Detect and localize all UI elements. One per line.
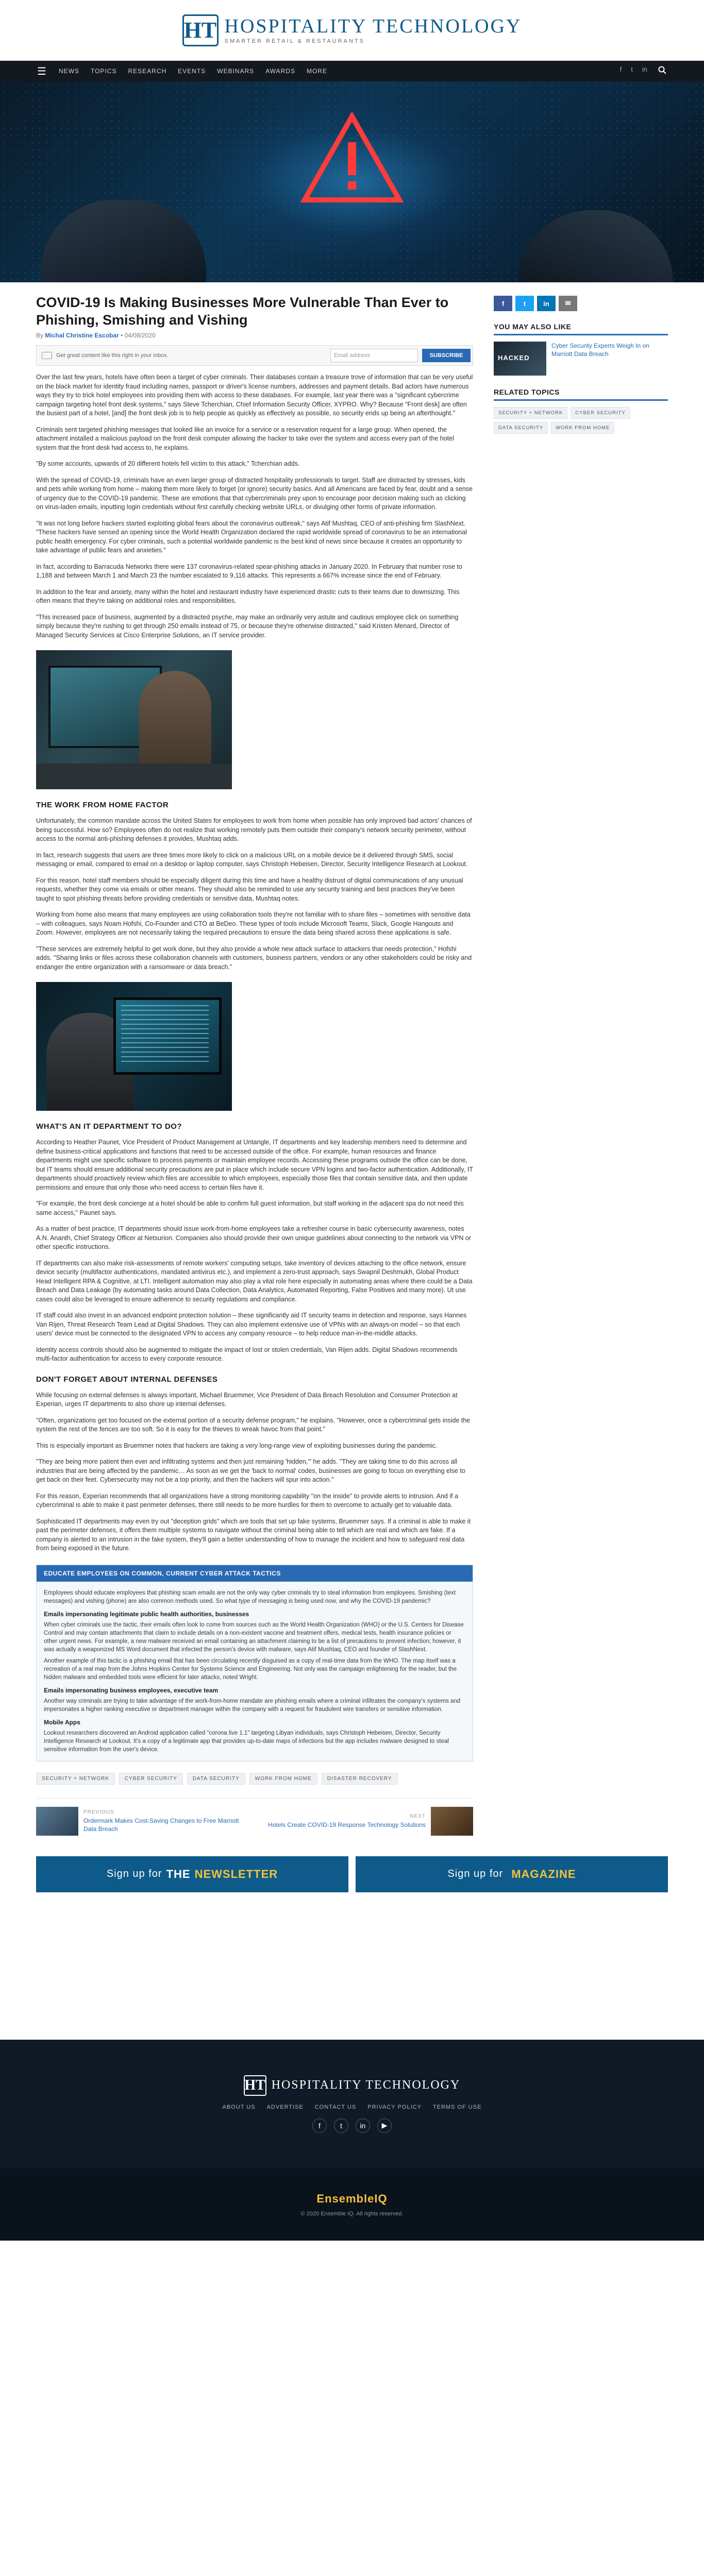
footer-links bbox=[223, 2104, 482, 2110]
section-heading-it: WHAT'S AN IT DEPARTMENT TO DO? bbox=[36, 1122, 182, 1131]
paragraph: In fact, research suggests that users are three times more likely to click on a malicious URL on a mobile device be it delivered through SMS, social messaging or email, compared to email on a desktop or laptop computer, says Christoph Hebeisen, Director, Security Intelligence Research at Lookout. bbox=[36, 851, 468, 868]
article bbox=[36, 294, 473, 1836]
bottom-bar bbox=[0, 2168, 704, 2241]
paragraph: "They are being more patient then ever and infiltrating systems and then just remaining 'hidden,'" he adds. "They are taking time to do this across all industries that are being affected by the pandemic… As soon as we get the 'back to normal' codes, businesses are going to focus on everything else to get back on their feet. Cybersecurity may not be a top priority, and then the hackers will spur into action." bbox=[36, 1458, 465, 1483]
next-article-thumbnail bbox=[431, 1807, 473, 1836]
previous-title: Ordermark Makes Cost-Saving Changes to Free Marriott Data Breach bbox=[83, 1817, 239, 1833]
byline-prefix: By bbox=[36, 332, 44, 339]
newsletter-inline bbox=[36, 345, 473, 366]
nav-item-events[interactable]: EVENTS bbox=[178, 67, 206, 75]
tag-link[interactable]: WORK FROM HOME bbox=[249, 1773, 317, 1785]
footer-twitter-icon[interactable]: t bbox=[334, 2119, 348, 2133]
nav-item-news[interactable]: NEWS bbox=[59, 67, 79, 75]
signup-cards bbox=[36, 1856, 668, 1892]
ensemble-accent: IQ bbox=[374, 2192, 388, 2205]
next-article-link[interactable] bbox=[267, 1807, 473, 1836]
warning-triangle-icon bbox=[300, 112, 404, 208]
photo-code-lines bbox=[121, 1005, 209, 1062]
callout-subheading: Emails impersonating business employees, executive team bbox=[44, 1686, 219, 1694]
paragraph: For this reason, hotel staff members should be especially diligent during this time and have a healthy distrust of digital communications of any unusual requests, whether they come via emails or other means. They should also be reminded to use any security training and best practices they've been taught to spot phishing threats before providing credentials or sensitive data, Mushtaq notes. bbox=[36, 876, 463, 902]
ensemble-main: Ensemble bbox=[316, 2192, 375, 2205]
logo-tagline: SMARTER RETAIL & RESTAURANTS bbox=[224, 38, 365, 44]
copyright: © 2020 Ensemble IQ. All rights reserved. bbox=[300, 2210, 404, 2217]
tag-link[interactable]: SECURITY + NETWORK bbox=[36, 1773, 115, 1785]
previous-article-thumbnail bbox=[36, 1807, 78, 1836]
footer-logo-name: HOSPITALITY TECHNOLOGY bbox=[271, 2078, 461, 2092]
envelope-icon bbox=[42, 352, 52, 359]
paragraph: "These services are extremely helpful to get work done, but they also provide a whole new attack surface to attackers that needs protection," Hofshi adds. "Sharing links or files across these collaboration channels with customers, business partners, vendors or any other stakeholders could be risky and endanger the entire organization with a ransomware or data breach." bbox=[36, 945, 472, 971]
signup-pre: Sign up for bbox=[447, 1868, 504, 1879]
section-heading-home: THE WORK FROM HOME FACTOR bbox=[36, 801, 169, 809]
callout-text: Lookout researchers discovered an Android application called "corona live 1.1" targeting Libyan individuals, says Christoph Hebeisen, Director, Security Intelligence Research at Lookout. It's a copy of a legitimate app that provides up-to-date maps of infections but the app includes malware designed to steal sensitive information from the user's device. bbox=[44, 1730, 449, 1753]
callout-box bbox=[36, 1565, 473, 1761]
paragraph: This is especially important as Bruemmer notes that hackers are taking a very long-range view of exploiting businesses during the pandemic. bbox=[36, 1442, 438, 1449]
nav-left bbox=[36, 65, 327, 78]
site-logo[interactable] bbox=[182, 14, 522, 46]
logo-name: HOSPITALITY TECHNOLOGY bbox=[224, 15, 522, 37]
facebook-icon[interactable]: f bbox=[619, 65, 622, 73]
topics-heading: RELATED TOPICS bbox=[494, 388, 668, 401]
topic-link[interactable]: WORK FROM HOME bbox=[551, 422, 614, 434]
footer-link-terms[interactable]: TERMS OF USE bbox=[432, 2104, 482, 2110]
callout-text: Another example of this tactic is a phishing email that has been circulating recently disguised as a copy of real-time data from the WHO. The map itself was a recreation of a real map from the Johns Hopkins Center for Systems Science and Engineering. Not only was the campaign enlightening for the reader, but the hidden malware and embedded tools were efficient for later attacks, noted Wright. bbox=[44, 1657, 457, 1681]
it-department-photo bbox=[36, 982, 232, 1111]
newsletter-inline-text: Get great content like this right in your inbox. bbox=[56, 352, 169, 359]
newsletter-signup-card[interactable] bbox=[36, 1856, 348, 1892]
signup-magazine: MAGAZINE bbox=[511, 1867, 576, 1880]
paragraph: In addition to the fear and anxiety, many within the hotel and restaurant industry have experienced drastic cuts to their teams due to downsizing. This often means that they're taking on additional roles and responsibilities. bbox=[36, 588, 460, 604]
topic-link[interactable]: SECURITY + NETWORK bbox=[494, 407, 567, 419]
paragraph: Identity access controls should also be augmented to mitigate the impact of lost or stolen credentials, Van Rijen adds. Digital Shadows recommends multi-factor authentication for access to every corporate resource. bbox=[36, 1346, 458, 1362]
topic-link[interactable]: CYBER SECURITY bbox=[571, 407, 630, 419]
next-label: NEXT bbox=[410, 1813, 426, 1819]
tag-link[interactable]: CYBER SECURITY bbox=[119, 1773, 183, 1785]
nav-item-webinars[interactable]: WEBINARS bbox=[217, 67, 255, 75]
next-article-text bbox=[268, 1814, 426, 1829]
byline-separator: • bbox=[121, 332, 125, 339]
paragraph: Criminals sent targeted phishing messages that looked like an invoice for a service or a reservation request for a large group. When opened, the attachment installed a malicious payload on the front desk computer allowing the hacker to take over the system and access every part of the hotel system that the front desk had access to, he explains. bbox=[36, 426, 454, 451]
footer-social bbox=[312, 2119, 392, 2133]
next-title: Hotels Create COVID-19 Response Technology Solutions bbox=[268, 1821, 426, 1828]
paragraph: As a matter of best practice, IT departments should issue work-from-home employees take a refresher course in basic cybersecurity awareness, notes A.N. Ananth, Chief Strategy Officer at Netsurion. Companies also should provide their own unique guidelines about connecting to the network via VPN or other specific instructions. bbox=[36, 1225, 472, 1250]
newsletter-email-input[interactable]: Email address bbox=[330, 349, 418, 362]
signup-brand-main: THE bbox=[166, 1867, 191, 1880]
footer-link-privacy[interactable]: PRIVACY POLICY bbox=[367, 2104, 422, 2110]
footer-linkedin-icon[interactable]: in bbox=[356, 2119, 370, 2133]
footer-facebook-icon[interactable]: f bbox=[312, 2119, 327, 2133]
footer-link-contact[interactable]: CONTACT US bbox=[314, 2104, 357, 2110]
paragraph: According to Heather Paunet, Vice President of Product Management at Untangle, IT departments and key leadership members need to determine and define business-critical applications and functions that need to be accessed outside of the office. For example, human resources and finance departments might use specific software to process payments or maintain employee records. Accessing these programs outside the office can be done, but IT teams should ensure additional security precautions are put in place which include secure VPN logins and two-factor authentication. Additionally, IT departments should proactively review which files are accessible to which employees, especially those files that contain sensitive data, and then update permissions and ensure that only those who need access to certain files have it. bbox=[36, 1139, 473, 1191]
menu-icon[interactable]: ☰ bbox=[37, 65, 46, 77]
paragraph: "Often, organizations get too focused on the external portion of a security defense program," he explains. "However, once a cybercriminal gets inside the system the rest of the fences are too soft. So it is easy for the thieves to wreak havoc from that point." bbox=[36, 1416, 471, 1433]
callout-text: When cyber criminals use the tactic, their emails often look to come from sources such as the World Health Organization (WHO) or the U.S. Centers for Disease Control and may contain attachments that claim to include details on a non-existent vaccine and treatment offers, medical tests, health insurance policies or other urgent news. For example, a new malware received an email containing an attachment claiming to be a list of precautions to prevent infection; however, it was actually a weaponized MS Word document that infected the person's device with malware, says Atif Mushtaq, CEO and founder of SlashNext. bbox=[44, 1621, 464, 1653]
nav-item-awards[interactable]: AWARDS bbox=[265, 67, 295, 75]
share-buttons bbox=[494, 296, 668, 311]
paragraph: With the spread of COVID-19, criminals have an even larger group of distracted hospitality professionals to target. Staff are distracted by stresses, kids and pets while working from home – making them more likely to forget (or ignore) security basics. And all Americans are faced by fear, doubt and a sense of urgency due to the COVID-19 pandemic. These are emotions that that cybercriminals prey upon to encourage poor decision making such as clicking on virus-laden emails, inputting login credentials without first carefully checking website URLs, or divulging other forms of private information. bbox=[36, 476, 473, 511]
paragraph: While focusing on external defenses is always important, Michael Bruemmer, Vice President of Data Breach Resolution and Consumer Protection at Experian, urges IT departments to also shore up internal defenses. bbox=[36, 1391, 458, 1408]
share-twitter-icon[interactable]: t bbox=[515, 296, 534, 311]
ensemble-logo[interactable] bbox=[316, 2192, 387, 2206]
callout-subheading: Mobile Apps bbox=[44, 1718, 80, 1726]
photo-desk bbox=[36, 764, 232, 789]
byline bbox=[36, 332, 473, 339]
callout-body bbox=[37, 1582, 473, 1761]
nav-item-topics[interactable]: TOPICS bbox=[91, 67, 117, 75]
nav-item-research[interactable]: RESEARCH bbox=[128, 67, 167, 75]
sidebar bbox=[494, 294, 668, 1836]
footer-link-advertise[interactable]: ADVERTISE bbox=[266, 2104, 304, 2110]
related-article[interactable] bbox=[494, 342, 668, 376]
share-email-icon[interactable]: ✉ bbox=[559, 296, 577, 311]
related-thumbnail-text: HACKED bbox=[498, 354, 530, 362]
callout-subheading: Emails impersonating legitimate public health authorities, businesses bbox=[44, 1610, 249, 1618]
previous-article-text bbox=[83, 1809, 242, 1833]
callout-text: Employees should educate employees that phishing scam emails are not the only way cyber criminals try to steal information from employees. Smishing (text messages) and vishing (phone) are also common methods used. So what type of messaging is being used now, and why the COVID-19 pandemic? bbox=[44, 1589, 456, 1604]
topic-link[interactable]: DATA SECURITY bbox=[494, 422, 548, 434]
nav-right bbox=[620, 65, 668, 77]
paragraph: In fact, according to Barracuda Networks there were 137 coronavirus-related spear-phishing attacks in January 2020. In February that number rose to 1,188 and between March 1 and March 23 the number escalated to 9,116 attacks. This represents a 667% increase since the end of February. bbox=[36, 563, 462, 579]
paragraph: Over the last few years, hotels have often been a target of cyber criminals. Their databases contain a treasure trove of information that can be very useful on the black market for identity fraud including names, passport or driver's license numbers, addresses and payment details. Bad actors have numerous ways they try to trick hotel employees into providing them with access to these databases. For example, last year there was a "significant cybercrime campaign targeting hotel front desk systems," says Steve Tcherchian, Chief Information Security Officer, XYPRO. Why? Because "Front desk] are often the busiest part of a hotel, [and] the front desk job is to help people as quickly as effectively as possible, so security ends up being an afterthought." bbox=[36, 374, 473, 417]
paragraph: IT departments can also make risk-assessments of remote workers' computing setups, take inventory of devices attaching to the office network, ensure device security (multifactor authentications, mandated antivirus etc.), and implement a zero-trust approach, says Swapnil Deshmukh, Global Product Head Intelligent RPA & Cognitive, at LTI. Intelligent automation may also play a vital role here especially in automating areas where there could be a Data Breach and Data Leakage (by automating tasks around Data Collection, Data Analytics, Automated Reporting, False Positives and many more). Ut use cases could also be leveraged to ensure adherence to security regulations and compliance. bbox=[36, 1259, 473, 1303]
paragraph: "This increased pace of business, augmented by a distracted psyche, may make an ordinarily very astute and cautious employee click on something simply because they're rushing to get through 250 emails instead of 75, or because they're otherwise distracted," said Kristen Menard, Director of Managed Security Services at Cisco Enterprise Solutions, an IT service provider. bbox=[36, 613, 459, 639]
paragraph: "By some accounts, upwards of 20 different hotels fell victim to this attack," Tcherchian adds. bbox=[36, 460, 300, 467]
paragraph: Working from home also means that many employees are using collaboration tools they're not familiar with to share files – sometimes with sensitive data – with colleagues, says Noam Hofshi, Co-Founder and CTO at BeDeo. These types of tools include Microsoft Teams, Slack, Google Hangouts and Zoom. However, employees are not necessarily taking the required precautions to ensure the data being shared across these applications is safe. bbox=[36, 911, 471, 936]
search-icon[interactable] bbox=[657, 65, 668, 77]
callout-heading: EDUCATE EMPLOYEES ON COMMON, CURRENT CYBER ATTACK TACTICS bbox=[37, 1565, 473, 1582]
hero-image bbox=[0, 81, 704, 282]
article-tags bbox=[36, 1773, 473, 1785]
article-body bbox=[36, 373, 473, 1553]
article-title: COVID-19 Is Making Businesses More Vulnerable Than Ever to Phishing, Smishing and Vishing bbox=[36, 295, 449, 328]
topic-list bbox=[494, 407, 668, 434]
logo-words bbox=[225, 16, 522, 44]
share-facebook-icon[interactable]: f bbox=[494, 296, 512, 311]
paragraph: For this reason, Experian recommends that all organizations have a strong monitoring capability "on the inside" to provide alerts to intrusion. And if a cybercriminal is able to make it past perimeter defenses, there still needs to be more hurdles for them to overcome to actually get to valuable data. bbox=[36, 1492, 459, 1509]
twitter-icon[interactable]: t bbox=[631, 65, 633, 73]
previous-article-link[interactable] bbox=[36, 1807, 242, 1836]
footer-youtube-icon[interactable]: ▶ bbox=[377, 2119, 392, 2133]
page-spacer bbox=[0, 1892, 704, 2026]
article-date: 04/08/2020 bbox=[124, 332, 156, 339]
signup-pre: Sign up for bbox=[106, 1868, 162, 1879]
related-thumbnail bbox=[494, 342, 546, 376]
footer-logo[interactable] bbox=[244, 2075, 461, 2096]
tag-link[interactable]: DISASTER RECOVERY bbox=[322, 1773, 398, 1785]
share-linkedin-icon[interactable]: in bbox=[537, 296, 556, 311]
newsletter-subscribe-button[interactable]: SUBSCRIBE bbox=[422, 349, 471, 362]
main-nav bbox=[0, 61, 704, 81]
author-link[interactable]: Michal Christine Escobar bbox=[45, 332, 119, 339]
logo-mark: HT bbox=[182, 14, 219, 46]
previous-label: PREVIOUS bbox=[83, 1809, 114, 1815]
tag-link[interactable]: DATA SECURITY bbox=[187, 1773, 245, 1785]
work-from-home-photo bbox=[36, 650, 232, 789]
paragraph: IT staff could also invest in an advanced endpoint protection solution – these significantly aid IT security teams in detection and response, says Hannes Van Rijen, Threat Research Team Lead at Digital Shadows. They can also implement extensive use of VPNs with an always-on model – so that each users' device must be connected to the designated VPN to access any company resource – to help reduce man-in-the-middle attacks. bbox=[36, 1312, 467, 1337]
paragraph: "For example, the front desk concierge at a hotel should be able to confirm full guest information, but staff working in the adjacent spa do not need this same access," Paunet says. bbox=[36, 1200, 464, 1216]
magazine-signup-card[interactable] bbox=[356, 1856, 668, 1892]
prev-next-nav bbox=[36, 1798, 473, 1836]
paragraph: "It was not long before hackers started exploiting global fears about the coronavirus outbreak," says Atif Mushtaq, CEO of anti-phishing firm SlashNext. "These hackers have sensed an opening since the World Health Organization declared the rapid worldwide spread of coronavirus to be an international public health emergency. For cyber criminals, such a potential worldwide pandemic is the best kind of news since because it creates an opportunity to take advantage of public fears and anxieties." bbox=[36, 519, 467, 554]
paragraph: Unfortunately, the common mandate across the United States for employees to work from home when possible has only improved bad actors' chances of being successful. How so? Employees often do not realize that working remotely puts them outside their company's network security perimeter, without access to the normal anti-phishing defenses it provides, Mushtaq adds. bbox=[36, 817, 472, 842]
footer-link-about[interactable]: ABOUT US bbox=[222, 2104, 256, 2110]
section-heading-defenses: DON'T FORGET ABOUT INTERNAL DEFENSES bbox=[36, 1375, 218, 1384]
footer-logo-mark: HT bbox=[244, 2075, 266, 2096]
site-footer bbox=[0, 2040, 704, 2168]
related-title[interactable]: Cyber Security Experts Weigh In on Marriott Data Breach bbox=[551, 342, 649, 358]
nav-item-more[interactable]: MORE bbox=[306, 67, 327, 75]
linkedin-icon[interactable]: in bbox=[642, 65, 647, 73]
signup-brand-accent: NEWSLETTER bbox=[194, 1867, 278, 1880]
masthead bbox=[0, 0, 704, 61]
callout-text: Another way criminals are trying to take advantage of the work-from-home mandate are phishing emails where a criminal infiltrates the company's systems and impersonates a higher ranking executive or department manager within the company with a request for fraudulent wire transfers or sensitive information. bbox=[44, 1698, 461, 1713]
paragraph: Sophisticated IT departments may even try out "deception grids" which are tools that set up fake systems, Bruemmer says. If a criminal is able to make it past the perimeter defenses, it offers them multiple systems to navigate without the criminal being able to tell which are real and which are fake. If a company is alerted to an intrusion in the fake system, they'll gain a better understanding of how to manage the incident and how to safeguard real data from being exposed in the future. bbox=[36, 1517, 471, 1552]
content-container bbox=[36, 282, 668, 1836]
related-heading: YOU MAY ALSO LIKE bbox=[494, 323, 668, 335]
